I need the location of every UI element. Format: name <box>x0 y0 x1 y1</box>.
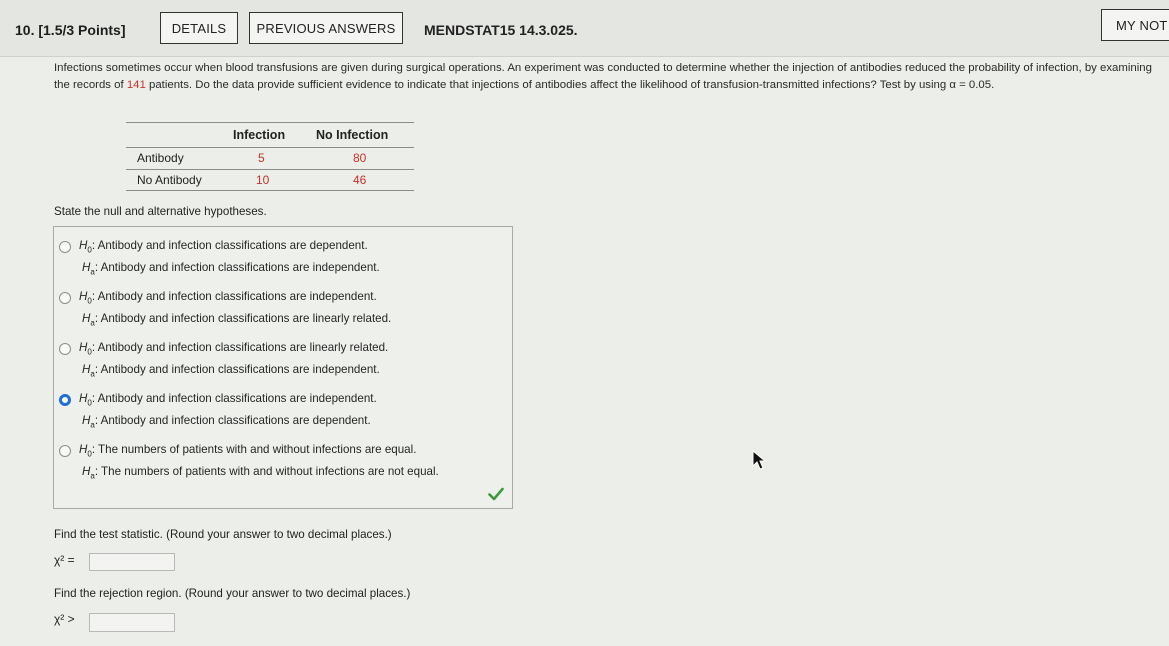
null-hypothesis <box>79 443 416 458</box>
h0-symbol: H <box>79 290 88 303</box>
question-points: [1.5/3 Points] <box>38 22 126 38</box>
ha-text: : Antibody and infection classifications are independent. <box>94 261 380 274</box>
h0-text: : Antibody and infection classifications are independent. <box>91 392 377 405</box>
h0-subscript: 0 <box>87 449 92 459</box>
alternative-hypothesis <box>82 465 439 480</box>
details-button[interactable]: DETAILS <box>160 12 238 44</box>
cell-antibody-no-infection: 80 <box>353 151 367 165</box>
radio-button[interactable] <box>59 445 71 457</box>
h0-text: : The numbers of patients with and without infections are equal. <box>91 443 417 456</box>
h0-subscript: 0 <box>87 245 92 255</box>
hypothesis-option[interactable] <box>57 334 512 382</box>
h0-symbol: H <box>79 341 88 354</box>
alternative-hypothesis <box>82 312 391 327</box>
ha-symbol: H <box>82 261 91 274</box>
radio-button-selected[interactable] <box>59 394 71 406</box>
radio-button[interactable] <box>59 241 71 253</box>
hypothesis-option[interactable] <box>57 232 512 280</box>
ha-text: : Antibody and infection classifications are independent. <box>94 363 380 376</box>
h0-text: : Antibody and infection classifications are linearly related. <box>91 341 389 354</box>
h0-symbol: H <box>79 392 88 405</box>
my-notes-button[interactable]: MY NOT <box>1101 9 1169 41</box>
hypotheses-prompt: State the null and alternative hypotheses. <box>54 205 267 218</box>
column-header-infection: Infection <box>233 128 286 142</box>
table-top-rule <box>126 122 414 123</box>
cell-no-antibody-no-infection: 46 <box>353 173 367 187</box>
table-row-rule <box>126 169 414 170</box>
hypothesis-option[interactable] <box>57 283 512 331</box>
h0-text: : Antibody and infection classifications are dependent. <box>91 239 368 252</box>
problem-text-before: Infections sometimes occur when blood transfusions are given during surgical operations. An experiment was conducted to determine whether the injection of antibodies reduced the probability of infection, by examining the records of <box>54 62 1152 91</box>
ha-subscript: a <box>90 471 95 481</box>
ha-symbol: H <box>82 414 91 427</box>
table-row <box>126 151 414 171</box>
ha-text: : The numbers of patients with and without infections are not equal. <box>94 465 439 478</box>
mouse-cursor-icon <box>752 450 766 470</box>
row-label-no-antibody: No Antibody <box>137 173 202 187</box>
rejection-region-prompt: Find the rejection region. (Round your answer to two decimal places.) <box>54 587 411 600</box>
test-statistic-input[interactable] <box>89 553 175 571</box>
question-number <box>15 22 126 38</box>
radio-button[interactable] <box>59 292 71 304</box>
table-header-rule <box>126 147 414 148</box>
ha-symbol: H <box>82 465 91 478</box>
radio-button[interactable] <box>59 343 71 355</box>
test-statistic-prompt: Find the test statistic. (Round your answer to two decimal places.) <box>54 528 392 541</box>
hypothesis-option[interactable] <box>57 436 512 484</box>
h0-symbol: H <box>79 443 88 456</box>
ha-symbol: H <box>82 363 91 376</box>
ha-text: : Antibody and infection classifications are linearly related. <box>94 312 392 325</box>
rejection-region-label: χ² > <box>54 612 75 626</box>
previous-answers-button[interactable]: PREVIOUS ANSWERS <box>249 12 403 44</box>
checkmark-icon <box>488 487 504 501</box>
ha-subscript: a <box>90 267 95 277</box>
h0-text: : Antibody and infection classifications are independent. <box>91 290 377 303</box>
question-header <box>0 0 1169 57</box>
problem-statement <box>54 60 1154 94</box>
alternative-hypothesis <box>82 261 380 276</box>
ha-subscript: a <box>90 318 95 328</box>
rejection-region-input[interactable] <box>89 613 175 632</box>
h0-subscript: 0 <box>87 347 92 357</box>
ha-subscript: a <box>90 420 95 430</box>
table-header-row <box>126 128 414 148</box>
alternative-hypothesis <box>82 363 380 378</box>
null-hypothesis <box>79 290 377 305</box>
ha-text: : Antibody and infection classifications are dependent. <box>94 414 371 427</box>
null-hypothesis <box>79 341 388 356</box>
ha-symbol: H <box>82 312 91 325</box>
row-label-antibody: Antibody <box>137 151 184 165</box>
h0-subscript: 0 <box>87 296 92 306</box>
null-hypothesis <box>79 239 368 254</box>
h0-symbol: H <box>79 239 88 252</box>
null-hypothesis <box>79 392 377 407</box>
hypotheses-options <box>53 226 513 509</box>
problem-text-after: patients. Do the data provide sufficient evidence to indicate that injections of antibodies affect the likelihood of transfusion-transmitted infections? Test by using α = 0.05. <box>145 79 995 91</box>
patient-count: 141 <box>126 79 146 91</box>
cell-no-antibody-infection: 10 <box>256 173 270 187</box>
table-bottom-rule <box>126 190 414 191</box>
alternative-hypothesis <box>82 414 371 429</box>
hypothesis-option-selected[interactable] <box>57 385 512 433</box>
ha-subscript: a <box>90 369 95 379</box>
test-statistic-label: χ² = <box>54 553 75 567</box>
cell-antibody-infection: 5 <box>258 151 265 165</box>
question-source: MENDSTAT15 14.3.025. <box>424 22 578 38</box>
h0-subscript: 0 <box>87 398 92 408</box>
column-header-no-infection: No Infection <box>316 128 389 142</box>
question-number-text: 10. <box>15 22 35 38</box>
